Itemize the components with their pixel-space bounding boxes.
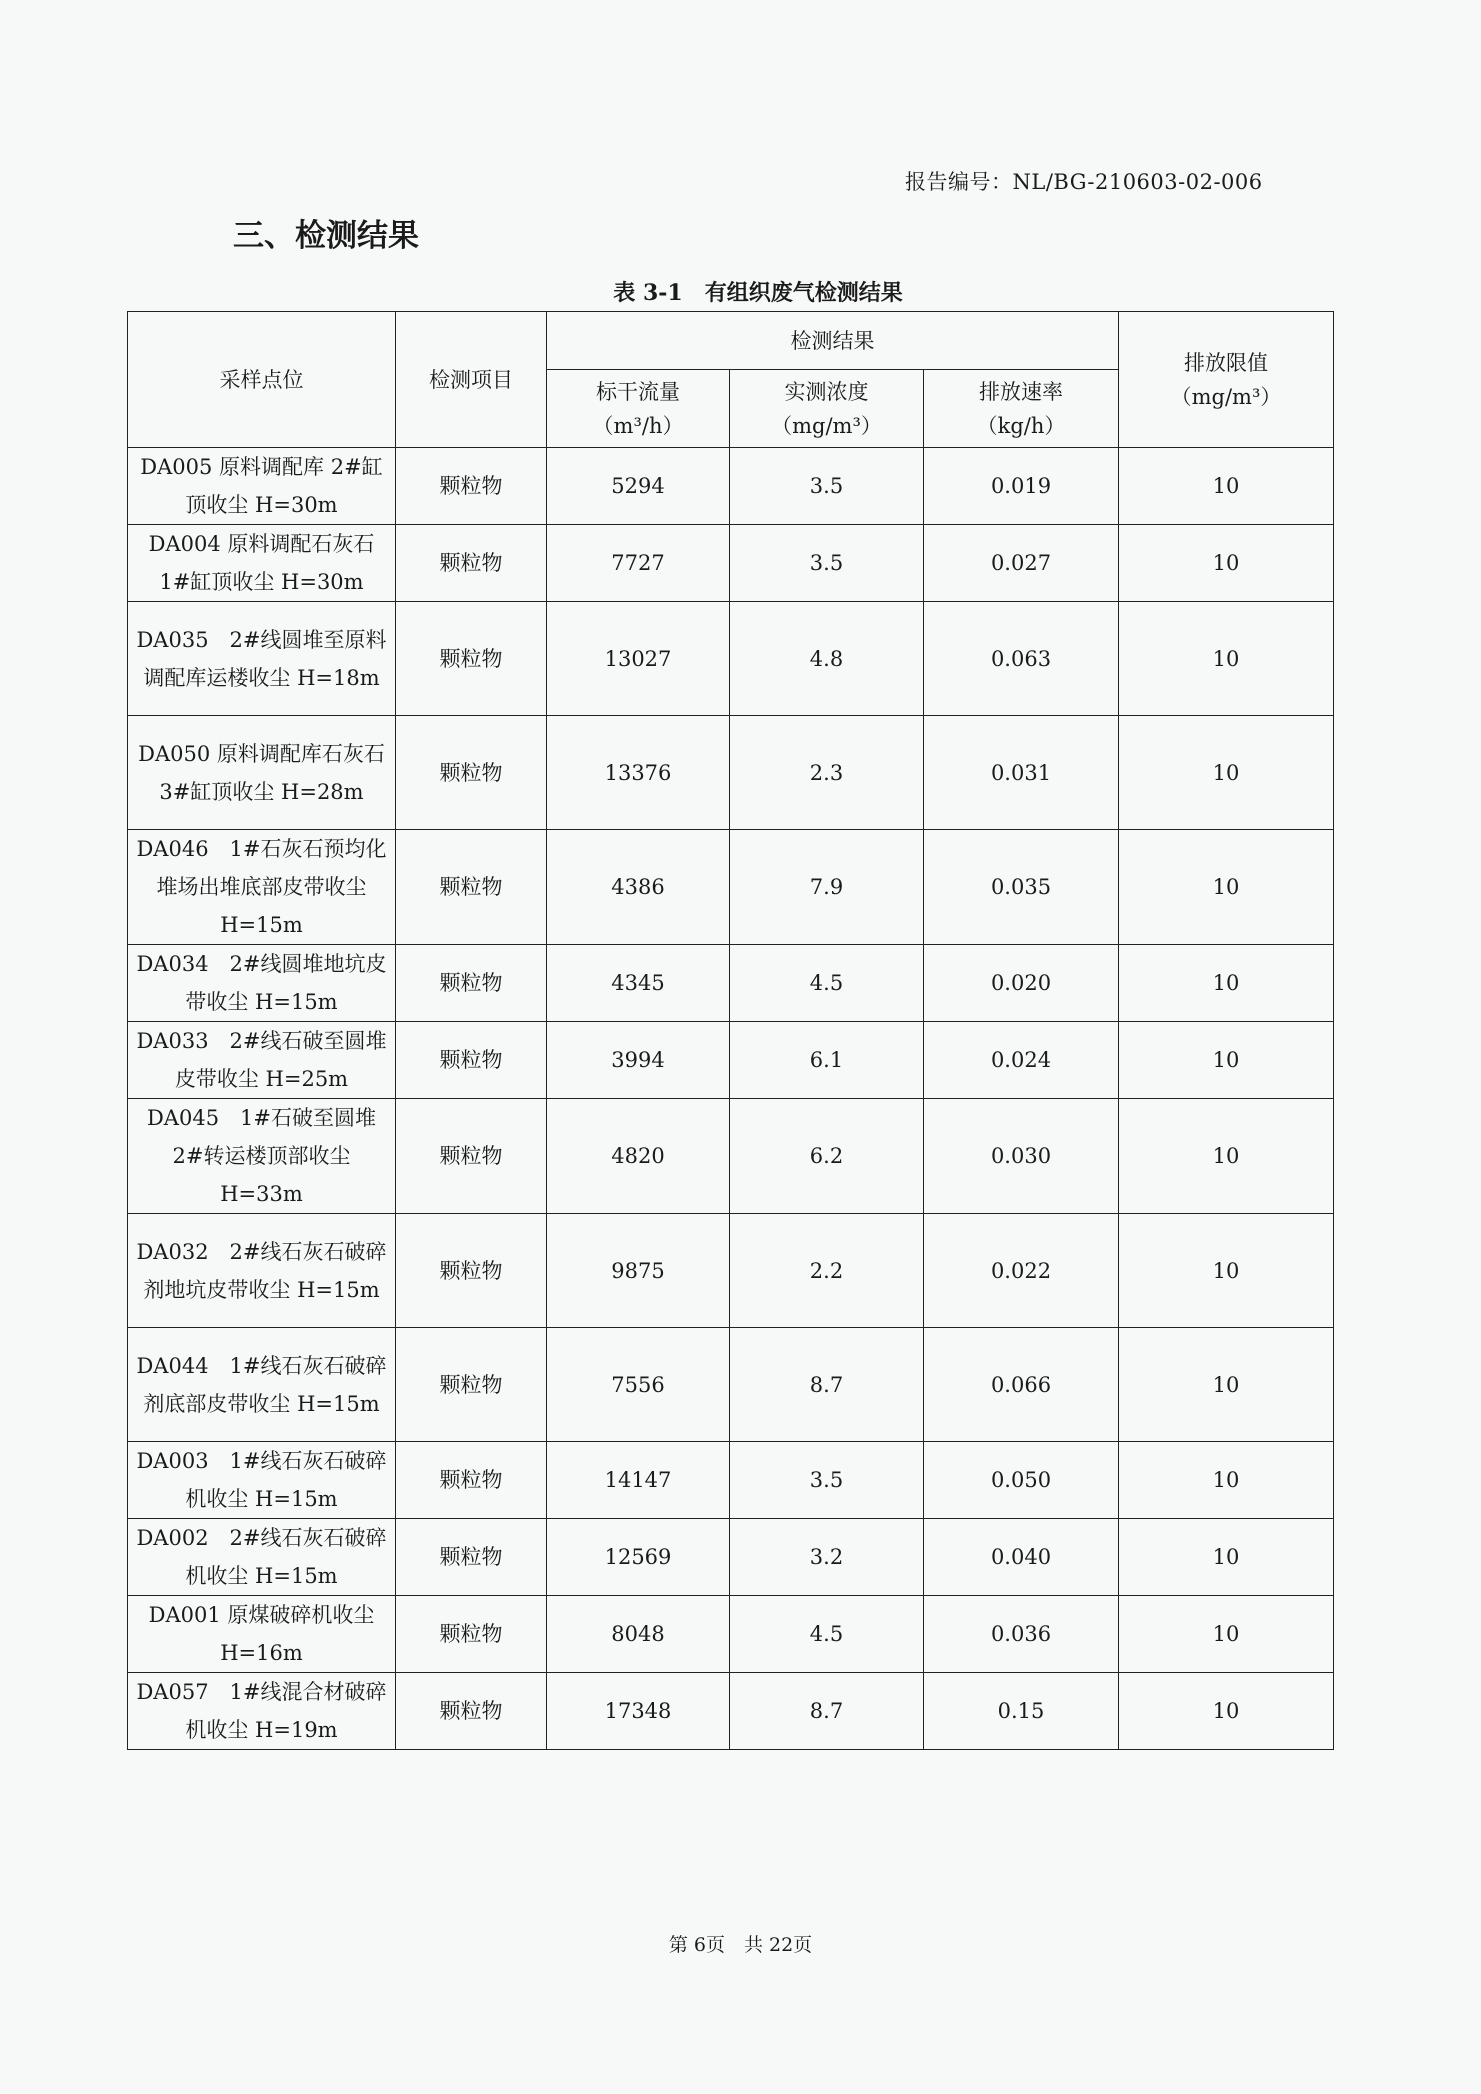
cell-limit: 10 <box>1119 1673 1334 1750</box>
header-location: 采样点位 <box>128 312 396 448</box>
cell-item: 颗粒物 <box>396 945 547 1022</box>
table-row <box>128 1328 1334 1442</box>
cell-location: DA033 2#线石破至圆堆皮带收尘 H=25m <box>128 1022 396 1099</box>
cell-concentration: 4.5 <box>730 1596 924 1673</box>
cell-location: DA044 1#线石灰石破碎剂底部皮带收尘 H=15m <box>128 1328 396 1442</box>
cell-limit: 10 <box>1119 448 1334 525</box>
cell-location: DA003 1#线石灰石破碎机收尘 H=15m <box>128 1442 396 1519</box>
cell-limit: 10 <box>1119 1022 1334 1099</box>
table-row <box>128 1519 1334 1596</box>
cell-concentration: 2.2 <box>730 1214 924 1328</box>
header-item: 检测项目 <box>396 312 547 448</box>
table-row <box>128 716 1334 830</box>
header-rate-label: 排放速率 <box>979 379 1063 404</box>
cell-rate: 0.027 <box>924 525 1119 602</box>
results-table <box>127 311 1334 1750</box>
cell-flow: 17348 <box>547 1673 730 1750</box>
cell-rate: 0.020 <box>924 945 1119 1022</box>
cell-item: 颗粒物 <box>396 448 547 525</box>
table-row <box>128 1022 1334 1099</box>
cell-limit: 10 <box>1119 525 1334 602</box>
cell-flow: 4820 <box>547 1099 730 1214</box>
cell-item: 颗粒物 <box>396 1099 547 1214</box>
table-row <box>128 1596 1334 1673</box>
cell-concentration: 8.7 <box>730 1673 924 1750</box>
table-row <box>128 602 1334 716</box>
cell-limit: 10 <box>1119 1099 1334 1214</box>
cell-item: 颗粒物 <box>396 830 547 945</box>
cell-limit: 10 <box>1119 1328 1334 1442</box>
header-limit-unit: （mg/m³） <box>1170 384 1282 409</box>
cell-concentration: 2.3 <box>730 716 924 830</box>
report-number: 报告编号：NL/BG-210603-02-006 <box>905 170 1263 194</box>
cell-limit: 10 <box>1119 602 1334 716</box>
cell-item: 颗粒物 <box>396 716 547 830</box>
cell-concentration: 3.5 <box>730 448 924 525</box>
cell-flow: 4386 <box>547 830 730 945</box>
cell-item: 颗粒物 <box>396 525 547 602</box>
cell-limit: 10 <box>1119 1519 1334 1596</box>
table-row <box>128 1099 1334 1214</box>
cell-flow: 12569 <box>547 1519 730 1596</box>
header-limit-label: 排放限值 <box>1184 350 1269 375</box>
cell-flow: 7727 <box>547 525 730 602</box>
cell-limit: 10 <box>1119 830 1334 945</box>
header-concentration-unit: （mg/m³） <box>771 413 882 438</box>
cell-location: DA002 2#线石灰石破碎机收尘 H=15m <box>128 1519 396 1596</box>
cell-rate: 0.022 <box>924 1214 1119 1328</box>
header-limit <box>1119 312 1334 448</box>
header-rate <box>924 370 1119 448</box>
table-row <box>128 525 1334 602</box>
cell-concentration: 4.5 <box>730 945 924 1022</box>
cell-location: DA004 原料调配石灰石 1#缸顶收尘 H=30m <box>128 525 396 602</box>
section-title: 三、检测结果 <box>233 218 419 254</box>
cell-rate: 0.024 <box>924 1022 1119 1099</box>
cell-concentration: 6.1 <box>730 1022 924 1099</box>
cell-item: 颗粒物 <box>396 1673 547 1750</box>
cell-rate: 0.15 <box>924 1673 1119 1750</box>
cell-concentration: 4.8 <box>730 602 924 716</box>
cell-rate: 0.063 <box>924 602 1119 716</box>
table-row <box>128 830 1334 945</box>
cell-rate: 0.035 <box>924 830 1119 945</box>
header-flow-unit: （m³/h） <box>592 413 684 438</box>
cell-item: 颗粒物 <box>396 1328 547 1442</box>
cell-flow: 3994 <box>547 1022 730 1099</box>
cell-rate: 0.031 <box>924 716 1119 830</box>
cell-concentration: 3.2 <box>730 1519 924 1596</box>
cell-rate: 0.019 <box>924 448 1119 525</box>
cell-flow: 13376 <box>547 716 730 830</box>
cell-limit: 10 <box>1119 1214 1334 1328</box>
cell-concentration: 8.7 <box>730 1328 924 1442</box>
cell-location: DA005 原料调配库 2#缸顶收尘 H=30m <box>128 448 396 525</box>
header-flow-label: 标干流量 <box>596 379 680 404</box>
cell-flow: 13027 <box>547 602 730 716</box>
cell-item: 颗粒物 <box>396 1214 547 1328</box>
cell-flow: 9875 <box>547 1214 730 1328</box>
cell-location: DA046 1#石灰石预均化堆场出堆底部皮带收尘 H=15m <box>128 830 396 945</box>
cell-flow: 5294 <box>547 448 730 525</box>
cell-rate: 0.030 <box>924 1099 1119 1214</box>
table-row <box>128 448 1334 525</box>
cell-concentration: 3.5 <box>730 1442 924 1519</box>
cell-flow: 14147 <box>547 1442 730 1519</box>
cell-rate: 0.066 <box>924 1328 1119 1442</box>
cell-location: DA035 2#线圆堆至原料调配库运楼收尘 H=18m <box>128 602 396 716</box>
header-concentration <box>730 370 924 448</box>
header-results-group: 检测结果 <box>547 312 1119 370</box>
cell-item: 颗粒物 <box>396 1596 547 1673</box>
cell-item: 颗粒物 <box>396 1519 547 1596</box>
table-row <box>128 1442 1334 1519</box>
cell-concentration: 7.9 <box>730 830 924 945</box>
cell-location: DA034 2#线圆堆地坑皮带收尘 H=15m <box>128 945 396 1022</box>
cell-flow: 4345 <box>547 945 730 1022</box>
table-row <box>128 945 1334 1022</box>
cell-concentration: 6.2 <box>730 1099 924 1214</box>
cell-location: DA001 原煤破碎机收尘 H=16m <box>128 1596 396 1673</box>
header-concentration-label: 实测浓度 <box>784 379 869 404</box>
cell-limit: 10 <box>1119 716 1334 830</box>
cell-item: 颗粒物 <box>396 602 547 716</box>
table-row <box>128 1673 1334 1750</box>
cell-location: DA050 原料调配库石灰石 3#缸顶收尘 H=28m <box>128 716 396 830</box>
table-caption: 表 3-1 有组织废气检测结果 <box>613 280 903 306</box>
cell-location: DA057 1#线混合材破碎机收尘 H=19m <box>128 1673 396 1750</box>
cell-limit: 10 <box>1119 1596 1334 1673</box>
table-row <box>128 1214 1334 1328</box>
cell-rate: 0.036 <box>924 1596 1119 1673</box>
cell-flow: 8048 <box>547 1596 730 1673</box>
cell-flow: 7556 <box>547 1328 730 1442</box>
cell-rate: 0.040 <box>924 1519 1119 1596</box>
cell-limit: 10 <box>1119 945 1334 1022</box>
page-footer: 第 6页 共 22页 <box>668 1934 813 1956</box>
cell-location: DA032 2#线石灰石破碎剂地坑皮带收尘 H=15m <box>128 1214 396 1328</box>
header-rate-unit: （kg/h） <box>976 413 1066 438</box>
header-flow <box>547 370 730 448</box>
cell-location: DA045 1#石破至圆堆 2#转运楼顶部收尘 H=33m <box>128 1099 396 1214</box>
cell-limit: 10 <box>1119 1442 1334 1519</box>
cell-concentration: 3.5 <box>730 525 924 602</box>
cell-item: 颗粒物 <box>396 1022 547 1099</box>
cell-item: 颗粒物 <box>396 1442 547 1519</box>
cell-rate: 0.050 <box>924 1442 1119 1519</box>
